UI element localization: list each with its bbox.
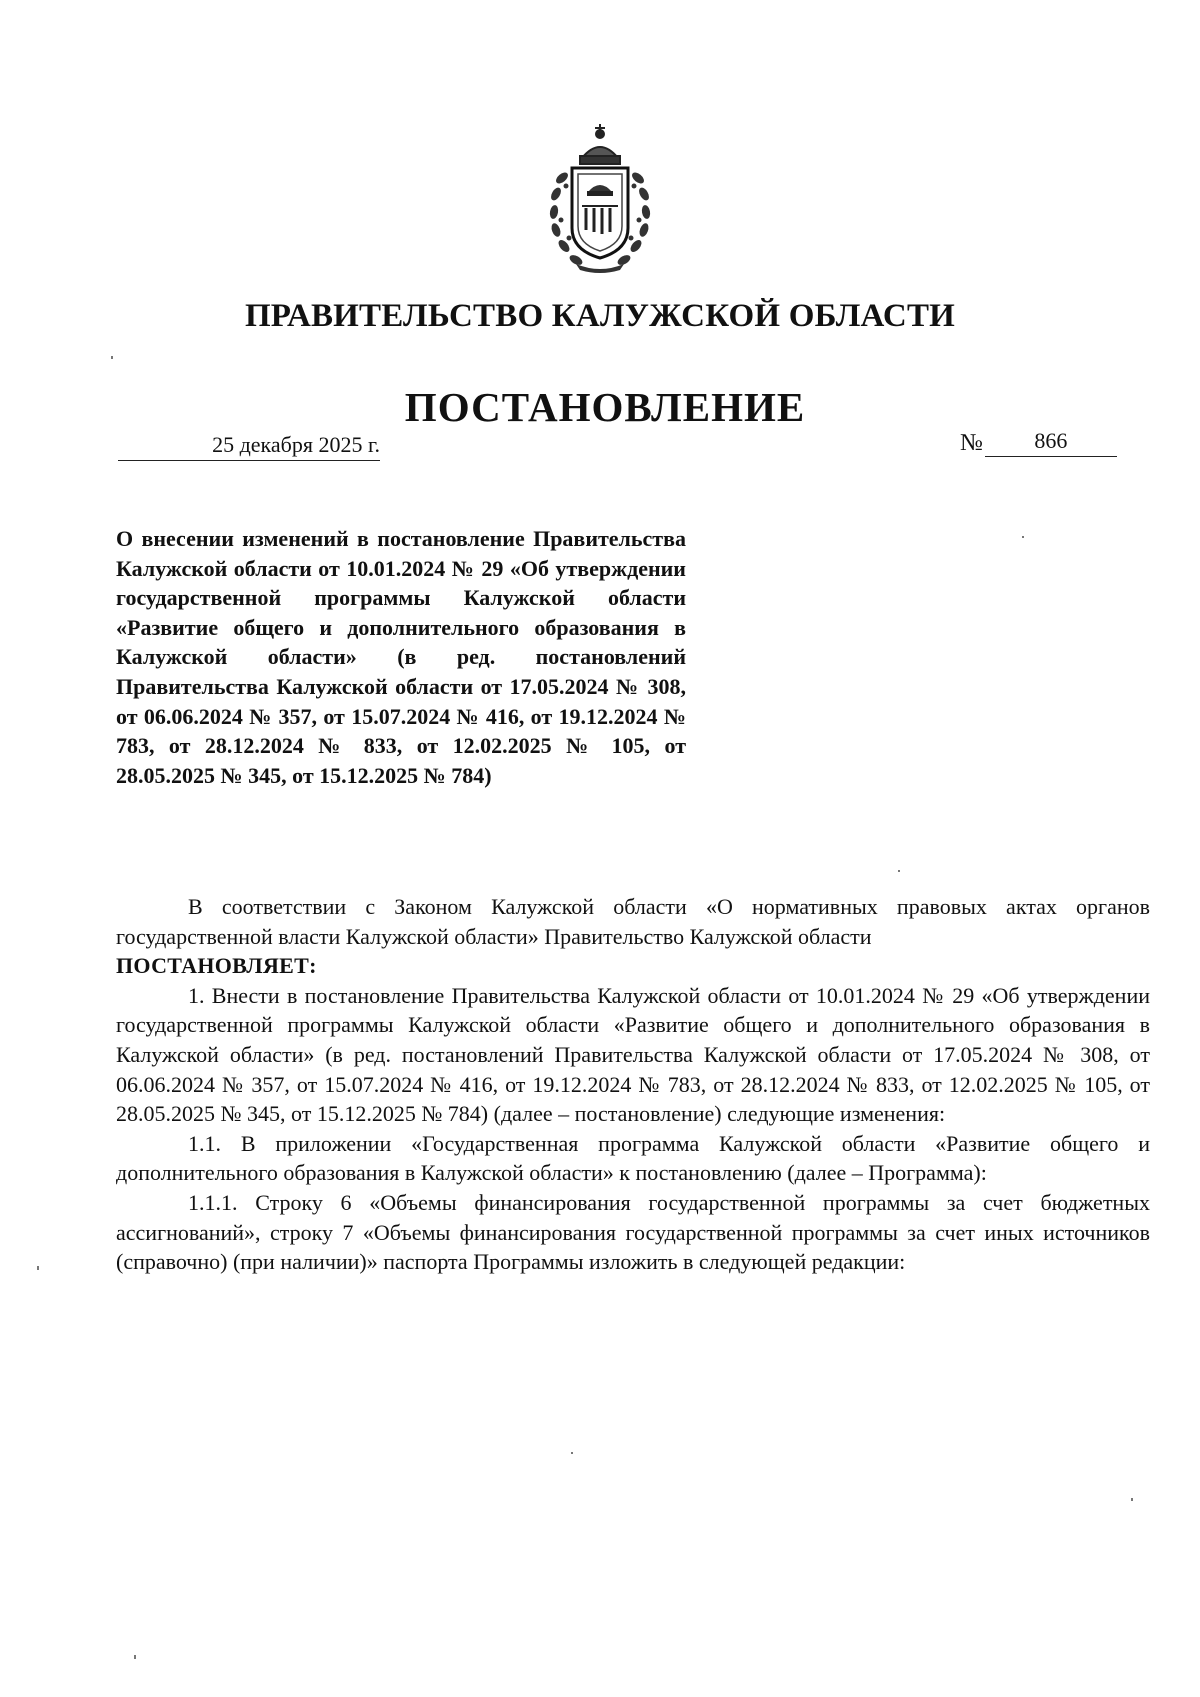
preamble-paragraph: В соответствии с Законом Калужской области «О нормативных правовых актах органов государственной власти Калужской области» Правительство Калужской области: [116, 894, 1150, 949]
document-subject: О внесении изменений в постановление Правительства Калужской области от 10.01.2024 № 29 «Об утверждении государственной программы Калужской области «Развитие общего и дополнительного образования в Калужской области» (в ред. постановлений Правительства Калужской области от 17.05.2024 № 308, от 06.06.2024 № 357, от 15.07.2024 № 416, от 19.12.2024 № 783, от 28.12.2024 № 833, от 12.02.2025 № 105, от 28.05.2025 № 345, от 15.12.2025 № 784): [116, 526, 686, 788]
scan-speck: [134, 1655, 136, 1659]
number-sign: №: [960, 430, 983, 456]
decree-word: ПОСТАНОВЛЯЕТ:: [116, 953, 317, 979]
paragraph-1: 1. Внести в постановление Правительства Калужской области от 10.01.2024 № 29 «Об утверждении государственной программы Калужской области «Развитие общего и дополнительного образования в Калужской области» (в ред. постановлений Правительства Калужской области от 17.05.2024 № 308, от 06.06.2024 № 357, от 15.07.2024 № 416, от 19.12.2024 № 783, от 28.12.2024 № 833, от 12.02.2025 № 105, от 28.05.2025 № 345, от 15.12.2025 № 784) (далее – постановление) следующие изменения:: [116, 982, 1150, 1127]
scan-speck: [1022, 536, 1024, 538]
document-number-field: [960, 428, 1117, 457]
scan-speck: [898, 870, 900, 872]
scan-speck: [37, 1266, 39, 1270]
coat-of-arms-icon: [536, 118, 664, 276]
scan-speck: [571, 1452, 573, 1454]
document-number: 866: [985, 428, 1117, 457]
paragraph-1-1-1: 1.1.1. Строку 6 «Объемы финансирования государственной программы за счет бюджетных ассигнований», строку 7 «Объемы финансирования государственной программы за счет иных источников (справочно) (при наличии)» паспорта Программы изложить в следующей редакции:: [116, 1189, 1150, 1275]
scan-speck: [111, 356, 113, 359]
scan-speck: [1131, 1498, 1133, 1501]
organization-title: ПРАВИТЕЛЬСТВО КАЛУЖСКОЙ ОБЛАСТИ: [244, 298, 956, 334]
document-type-title: ПОСТАНОВЛЕНИЕ: [404, 384, 806, 430]
document-body: [116, 892, 1150, 1277]
document-date: 25 декабря 2025 г.: [118, 432, 380, 461]
paragraph-1-1: 1.1. В приложении «Государственная программа Калужской области «Развитие общего и дополнительного образования в Калужской области» к постановлению (далее – Программа):: [116, 1130, 1150, 1186]
